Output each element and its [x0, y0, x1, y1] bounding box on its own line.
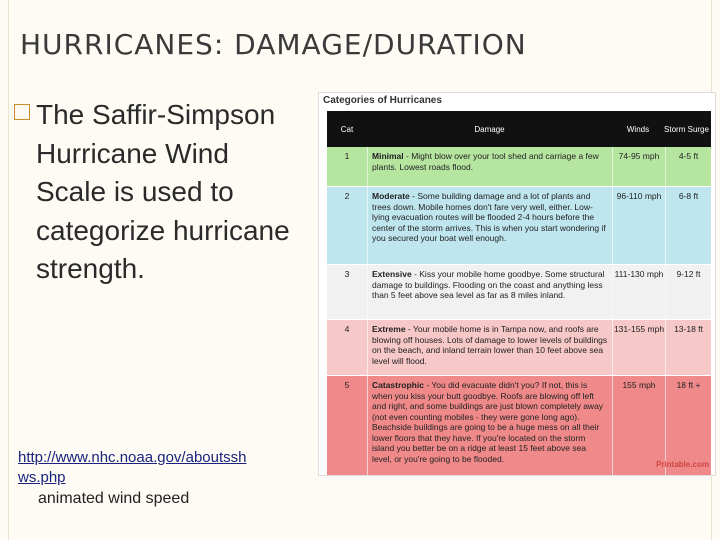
cell-surge: 9-12 ft [665, 265, 711, 319]
cell-surge: 13-18 ft [665, 320, 711, 375]
bullet-box-icon [14, 104, 30, 120]
cell-cat: 2 [344, 191, 350, 201]
cell-cat: 5 [344, 380, 350, 390]
cell-cat: 3 [344, 269, 350, 279]
table-header [327, 111, 711, 147]
damage-description: - Some building damage and a lot of plants and trees down. Mobile homes don't fare very well, either. Low-lying evacuation routes will be flooded 2-4 hours before the center of the storm arrives. This is when you start wondering if you secured your boat well enough. [372, 191, 606, 243]
cell-damage [367, 147, 612, 186]
cell-winds: 131-155 mph [612, 320, 665, 375]
left-border [8, 0, 9, 540]
cell-winds: 111-130 mph [612, 265, 665, 319]
damage-description: - Kiss your mobile home goodbye. Some structural damage to buildings. Flooding on the coast and anything less than 5 feet above sea level as far as 8 miles inland. [372, 269, 605, 300]
cell-winds: 74-95 mph [612, 147, 665, 186]
slide-title: HURRICANES: DAMAGE/DURATION [20, 28, 527, 61]
cell-cat: 1 [344, 151, 350, 161]
table-row [327, 187, 711, 265]
table-row [327, 147, 711, 187]
table-body [319, 147, 715, 476]
cell-surge: 4-5 ft [665, 147, 711, 186]
nhc-link[interactable]: http://www.nhc.noaa.gov/aboutsshws.php [18, 449, 247, 486]
table-row [327, 376, 711, 476]
hurricane-categories-table [318, 92, 716, 476]
cell-damage [367, 187, 612, 264]
cell-surge: 18 ft + [665, 376, 711, 476]
table-title: Categories of Hurricanes [319, 93, 715, 111]
caption-text: animated wind speed [38, 490, 190, 507]
table-row [327, 320, 711, 376]
damage-level: Catastrophic [372, 380, 424, 390]
header-winds: Winds [626, 124, 650, 134]
cell-winds: 96-110 mph [612, 187, 665, 264]
cell-surge: 6-8 ft [665, 187, 711, 264]
header-cat: Cat [340, 124, 354, 134]
damage-description: - You did evacuate didn't you? If not, this is when you kiss your butt goodbye. Roofs are blowing off left and right, and some buildings are just blown completely away (not even counting mobiles - they were gone long ago). Beachside buildings are going to be a huge mess on all their lower floors that they have. If you're located on the storm island you better be on a ridge at least 15 feet above sea level, or you're going to be flooded. [372, 380, 604, 464]
cell-cat: 4 [344, 324, 350, 334]
damage-level: Extensive [372, 269, 412, 279]
cell-winds: 155 mph [612, 376, 665, 476]
damage-level: Moderate [372, 191, 410, 201]
damage-level: Extreme [372, 324, 406, 334]
header-surge: Storm Surge [664, 124, 709, 134]
table-row [327, 265, 711, 320]
header-damage: Damage [474, 124, 505, 134]
cell-damage [367, 376, 612, 476]
cell-damage [367, 320, 612, 375]
damage-description: - Might blow over your tool shed and carriage a few plants. Lowest roads flood. [372, 151, 599, 172]
watermark: Printable.com [656, 460, 709, 469]
cell-damage [367, 265, 612, 319]
bullet-text: The Saffir-Simpson Hurricane Wind Scale is used to categorize hurricane strength. [36, 99, 290, 284]
damage-description: - Your mobile home is in Tampa now, and roofs are blowing off houses. Lots of damage to lower levels of buildings on the beach, and inland terrain lower than 10 feet above sea level will flood. [372, 324, 608, 366]
damage-level: Minimal [372, 151, 404, 161]
bullet-point [14, 96, 304, 289]
